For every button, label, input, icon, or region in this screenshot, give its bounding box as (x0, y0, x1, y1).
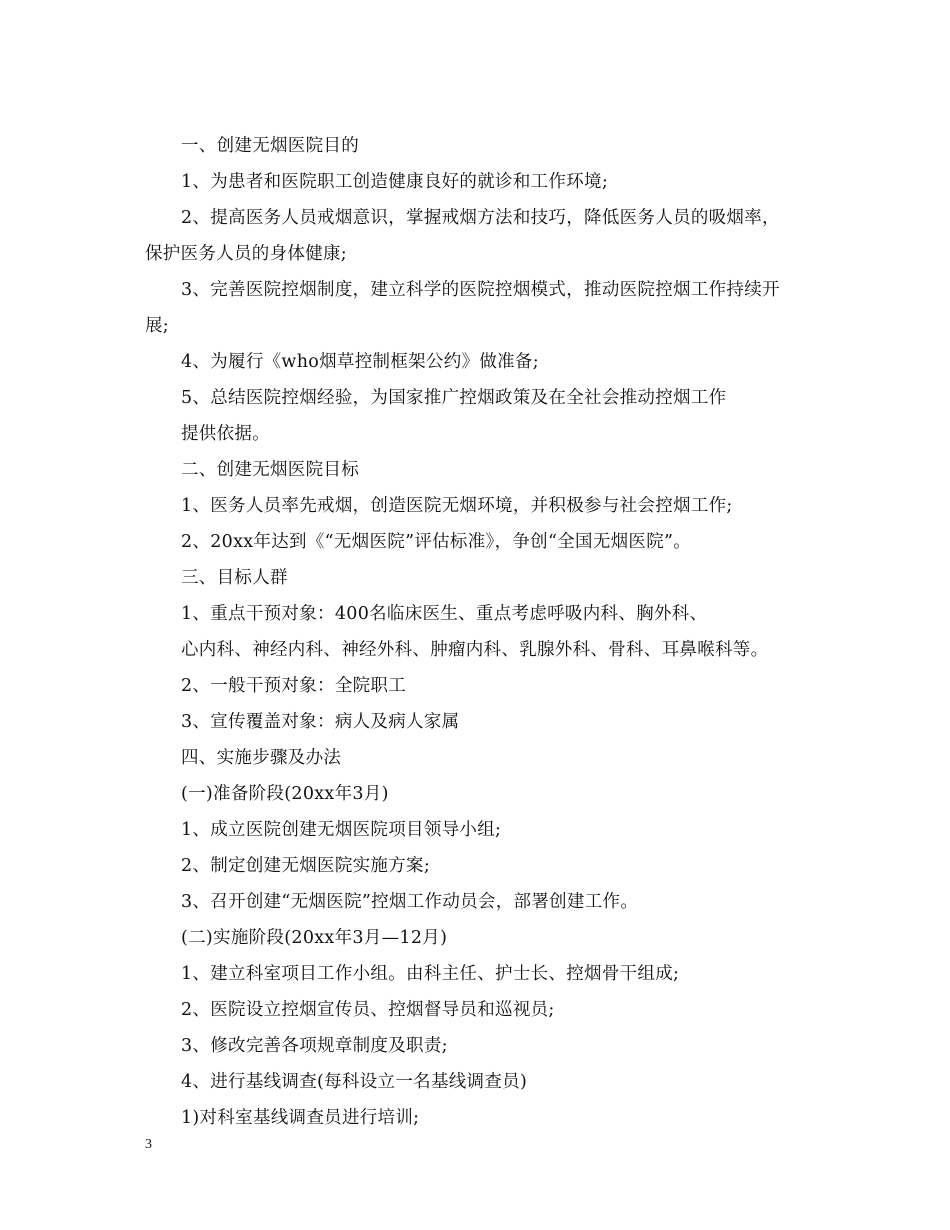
document-line: 展; (145, 316, 169, 336)
document-line: 2、一般干预对象：全院职工 (181, 676, 407, 696)
document-line: (二)实施阶段(20xx年3月—12月) (181, 928, 448, 948)
document-line: 3、召开创建“无烟医院”控烟工作动员会，部署创建工作。 (181, 892, 639, 912)
document-line: 2、20xx年达到《“无烟医院”评估标准》，争创“全国无烟医院”。 (181, 532, 692, 552)
document-line: (一)准备阶段(20xx年3月) (181, 784, 389, 804)
document-line: 4、进行基线调查(每科设立一名基线调查员) (181, 1072, 528, 1092)
document-line: 3、修改完善各项规章制度及职责; (181, 1036, 448, 1056)
document-line: 1、为患者和医院职工创造健康良好的就诊和工作环境; (181, 172, 609, 192)
document-line: 一、创建无烟医院目的 (181, 136, 359, 156)
document-line: 3、完善医院控烟制度，建立科学的医院控烟模式，推动医院控烟工作持续开 (181, 280, 780, 300)
document-line: 1、医务人员率先戒烟，创造医院无烟环境，并积极参与社会控烟工作; (181, 496, 733, 516)
document-line: 二、创建无烟医院目标 (181, 460, 359, 480)
document-line: 2、医院设立控烟宣传员、控烟督导员和巡视员; (181, 1000, 555, 1020)
document-line: 3、宣传覆盖对象：病人及病人家属 (181, 712, 460, 732)
document-line: 1、重点干预对象：400名临床医生、重点考虑呼吸内科、胸外科、 (181, 604, 708, 624)
document-line: 三、目标人群 (181, 568, 288, 588)
document-line: 4、为履行《who烟草控制框架公约》做准备; (181, 352, 539, 372)
document-body (145, 128, 810, 1136)
document-line: 2、提高医务人员戒烟意识，掌握戒烟方法和技巧，降低医务人员的吸烟率， (181, 208, 780, 228)
document-line: 5、总结医院控烟经验，为国家推广控烟政策及在全社会推动控烟工作 (181, 388, 727, 408)
document-line: 1)对科室基线调查员进行培训; (181, 1108, 420, 1128)
document-line: 保护医务人员的身体健康; (145, 244, 347, 264)
document-line: 心内科、神经内科、神经外科、肿瘤内科、乳腺外科、骨科、耳鼻喉科等。 (181, 640, 769, 660)
document-line: 2、制定创建无烟医院实施方案; (181, 856, 431, 876)
page-number: 3 (145, 1137, 152, 1152)
document-line: 提供依据。 (181, 424, 270, 444)
document-line: 四、实施步骤及办法 (181, 748, 342, 768)
document-line: 1、建立科室项目工作小组。由科主任、护士长、控烟骨干组成; (181, 964, 680, 984)
document-line: 1、成立医院创建无烟医院项目领导小组; (181, 820, 502, 840)
